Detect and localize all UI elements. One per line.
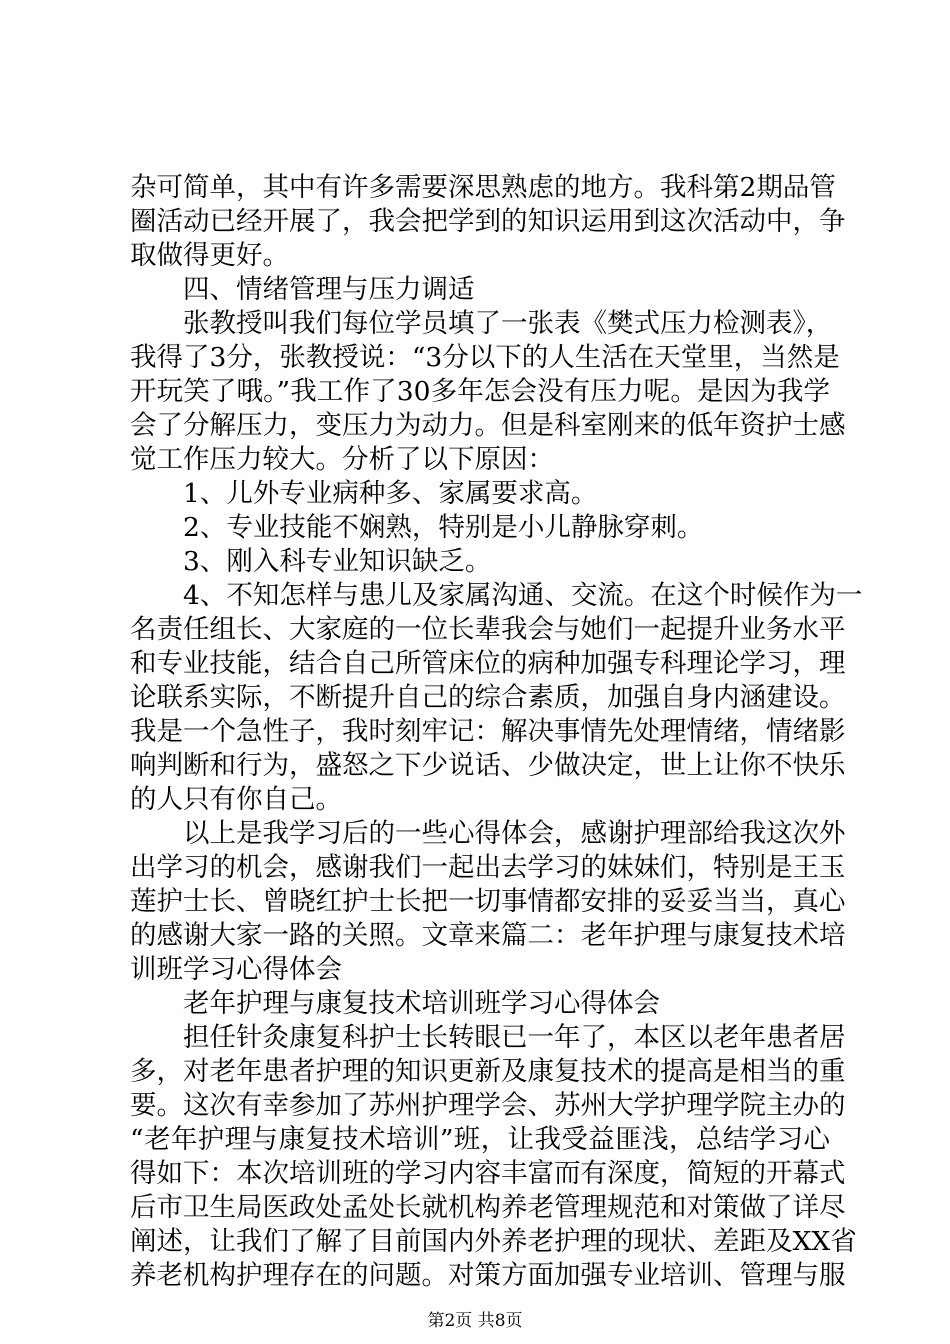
text-line: 我得了3分，张教授说：“3分以下的人生活在天堂里，当然是 bbox=[130, 342, 840, 373]
section-heading: 四、情绪管理与压力调适 bbox=[130, 274, 475, 305]
article-title: 老年护理与康复技术培训班学习心得体会 bbox=[130, 988, 660, 1019]
text-line: 响判断和行为，盛怒之下少说话、少做决定，世上让你不快乐 bbox=[130, 750, 846, 781]
text-line: “老年护理与康复技术培训”班，让我受益匪浅，总结学习心 bbox=[130, 1124, 830, 1155]
text-line: 的人只有你自己。 bbox=[130, 784, 342, 815]
text-line: 张教授叫我们每位学员填了一张表《樊式压力检测表》， bbox=[130, 308, 833, 339]
text-line: 担任针灸康复科护士长转眼已一年了，本区以老年患者居 bbox=[130, 1022, 846, 1053]
text-line: 名责任组长、大家庭的一位长辈我会与她们一起提升业务水平 bbox=[130, 614, 846, 645]
list-item: 4、不知怎样与患儿及家属沟通、交流。在这个时候作为一 bbox=[130, 580, 863, 611]
text-line: 取做得更好。 bbox=[130, 240, 289, 271]
text-line: 出学习的机会，感谢我们一起出去学习的妹妹们，特别是王玉 bbox=[130, 852, 846, 883]
text-line: 论联系实际，不断提升自己的综合素质，加强自身内涵建设。 bbox=[130, 682, 846, 713]
text-line: 以上是我学习后的一些心得体会，感谢护理部给我这次外 bbox=[130, 818, 846, 849]
page-number: 第2页 共8页 bbox=[427, 1311, 523, 1331]
text-line: 阐述，让我们了解了目前国内外养老护理的现状、差距及XX省 bbox=[130, 1226, 857, 1257]
text-line: 得如下：本次培训班的学习内容丰富而有深度，简短的开幕式 bbox=[130, 1158, 846, 1189]
text-line: 莲护士长、曾晓红护士长把一切事情都安排的妥妥当当，真心 bbox=[130, 886, 846, 917]
text-line: 圈活动已经开展了，我会把学到的知识运用到这次活动中，争 bbox=[130, 206, 846, 237]
list-item: 1、儿外专业病种多、家属要求高。 bbox=[130, 478, 598, 509]
text-line: 的感谢大家一路的关照。文章来篇二：老年护理与康复技术培 bbox=[130, 920, 846, 951]
text-line: 杂可简单，其中有许多需要深思熟虑的地方。我科第2期品管 bbox=[130, 172, 836, 203]
text-line: 会了分解压力，变压力为动力。但是科室刚来的低年资护士感 bbox=[130, 410, 846, 441]
text-line: 觉工作压力较大。分析了以下原因： bbox=[130, 444, 554, 475]
text-line: 训班学习心得体会 bbox=[130, 954, 342, 985]
text-line: 要。这次有幸参加了苏州护理学会、苏州大学护理学院主办的 bbox=[130, 1090, 846, 1121]
list-item: 2、专业技能不娴熟，特别是小儿静脉穿刺。 bbox=[130, 512, 704, 543]
text-line: 养老机构护理存在的问题。对策方面加强专业培训、管理与服 bbox=[130, 1260, 846, 1291]
text-line: 我是一个急性子，我时刻牢记：解决事情先处理情绪，情绪影 bbox=[130, 716, 846, 747]
text-line: 和专业技能，结合自己所管床位的病种加强专科理论学习，理 bbox=[130, 648, 846, 679]
text-line: 开玩笑了哦。”我工作了30多年怎会没有压力呢。是因为我学 bbox=[130, 376, 830, 407]
text-line: 多，对老年患者护理的知识更新及康复技术的提高是相当的重 bbox=[130, 1056, 846, 1087]
list-item: 3、刚入科专业知识缺乏。 bbox=[130, 546, 492, 577]
text-line: 后市卫生局医政处孟处长就机构养老管理规范和对策做了详尽 bbox=[130, 1192, 846, 1223]
